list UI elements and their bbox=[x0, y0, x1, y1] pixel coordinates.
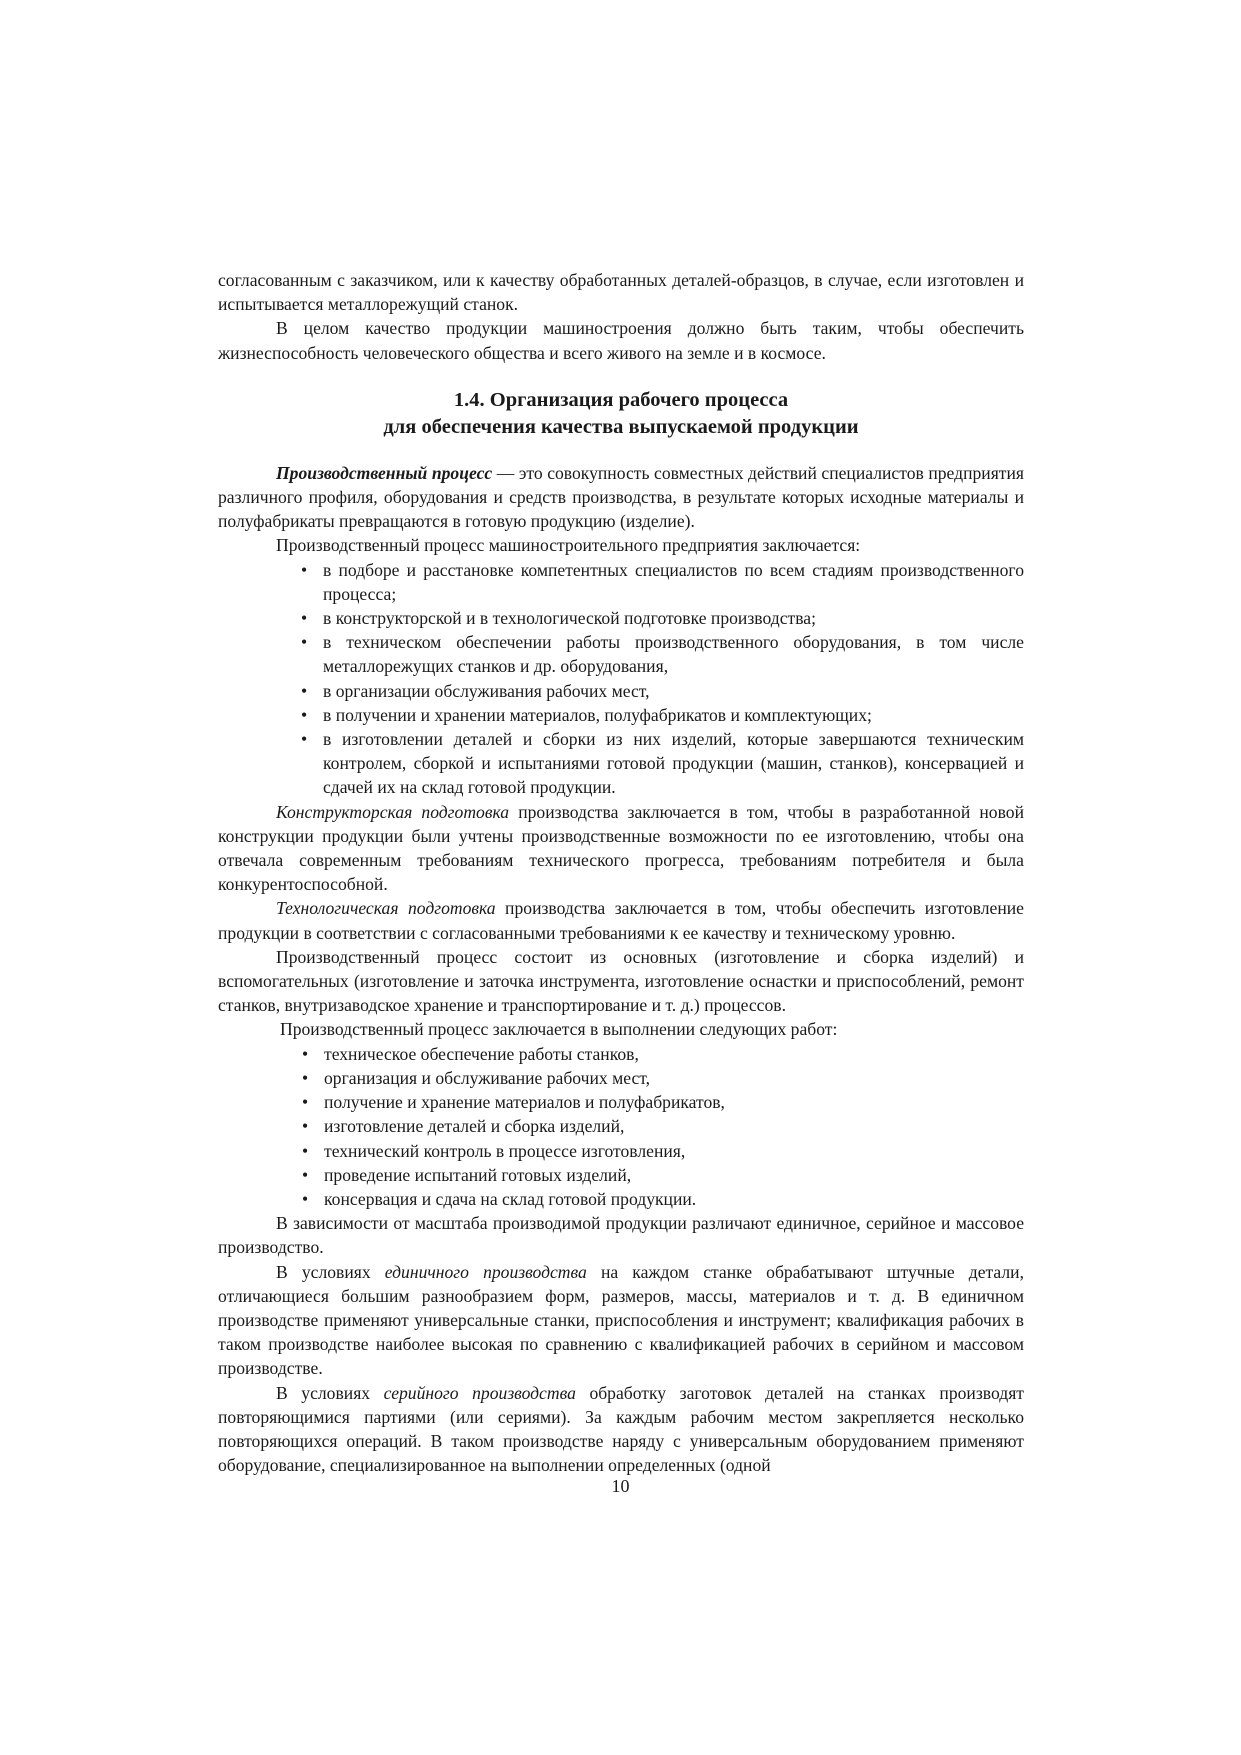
tech-paragraph bbox=[218, 896, 1024, 944]
definition-paragraph bbox=[218, 461, 1024, 534]
design-term: Конструкторская подготовка bbox=[276, 801, 510, 822]
design-text: производства заключается в том, чтобы в разработанной новой конструкции продукции были учтены производственные возможности по ее изготовлению, чтобы она отвечала современным требованиям технического прогресса, требованиям потребителя и была конкурентоспособной. bbox=[218, 801, 1025, 895]
design-paragraph bbox=[218, 800, 1024, 897]
single-term: единичного производства bbox=[384, 1261, 587, 1282]
tech-text: производства заключается в том, чтобы обеспечить изготовление продукции в соответствии с согласованными требованиями к ее качеству и техническому уровню. bbox=[218, 898, 1024, 943]
composition-paragraph: Производственный процесс состоит из основных (изготовление и сборка изделий) и вспомогательных (изготовление и заточка инструмента, изготовление оснастки и приспособлений, ремонт станков, внутризаводское хранение и транспортирование и т. д.) процессов. bbox=[218, 946, 1024, 1016]
list-item: • в конструкторской и в технологической подготовке производства; bbox=[218, 606, 1024, 630]
list1-intro: Производственный процесс машиностроительного предприятия заключается: bbox=[276, 535, 861, 556]
section-title-line-2: для обеспечения качества выпускаемой продукции bbox=[383, 415, 859, 438]
list2-intro: Производственный процесс заключается в выполнении следующих работ: bbox=[280, 1019, 838, 1040]
list-item: • организация и обслуживание рабочих мест, bbox=[218, 1066, 1024, 1090]
definition-term: Производственный процесс bbox=[276, 462, 493, 483]
list-item: • изготовление деталей и сборка изделий, bbox=[218, 1114, 1024, 1138]
list-item: • получение и хранение материалов и полуфабрикатов, bbox=[218, 1090, 1024, 1114]
works-list bbox=[218, 1042, 1024, 1211]
list-item: • техническое обеспечение работы станков, bbox=[218, 1042, 1024, 1066]
list-item: • в техническом обеспечении работы производственного оборудования, в том числе металлорежущих станков и др. оборудования, bbox=[218, 630, 1024, 678]
intro-paragraph-1: согласованным с заказчиком, или к качеству обработанных деталей-образцов, в случае, если изготовлен и испытывается металлорежущий станок. bbox=[218, 270, 1024, 315]
list-item: • в организации обслуживания рабочих мест, bbox=[218, 679, 1024, 703]
page-number: 10 bbox=[611, 1476, 630, 1496]
list-item: • консервация и сдача на склад готовой продукции. bbox=[218, 1187, 1024, 1211]
serial-text: обработку заготовок деталей на станках производят повторяющимися партиями (или сериями). За каждым рабочим местом закрепляется несколько повторяющихся операций. В таком производстве наряду с универсальным оборудованием применяют оборудование, специализированное на выполнении определенных (одной bbox=[218, 1382, 1024, 1476]
single-production-paragraph bbox=[218, 1260, 1024, 1381]
intro-paragraph-2: В целом качество продукции машиностроения должно быть таким, чтобы обеспечить жизнеспособность человеческого общества и всего живого на земле и в космосе. bbox=[218, 318, 1024, 363]
list-item: • в подборе и расстановке компетентных специалистов по всем стадиям производственного процесса; bbox=[218, 558, 1024, 606]
section-heading bbox=[218, 387, 1024, 441]
list-item: • технический контроль в процессе изготовления, bbox=[218, 1139, 1024, 1163]
process-list bbox=[218, 558, 1024, 800]
serial-production-paragraph bbox=[218, 1381, 1024, 1478]
serial-pre: В условиях bbox=[276, 1382, 384, 1403]
single-text: на каждом станке обрабатывают штучные детали, отличающиеся большим разнообразием форм, размеров, массы, материалов и т. д. В единичном производстве применяют универсальные станки, приспособления и инструмент; квалификация рабочих в таком производстве наиболее высокая по сравнению с квалификацией рабочих в серийном и массовом производстве. bbox=[218, 1261, 1024, 1379]
definition-text: — это совокупность совместных действий специалистов предприятия различного профиля, оборудования и средств производства, в результате которых исходные материалы и полуфабрикаты превращаются в готовую продукцию (изделие). bbox=[218, 462, 1024, 532]
list-item: • проведение испытаний готовых изделий, bbox=[218, 1163, 1024, 1187]
list-item: • в получении и хранении материалов, полуфабрикатов и комплектующих; bbox=[218, 703, 1024, 727]
page-body bbox=[218, 268, 1024, 1477]
single-pre: В условиях bbox=[276, 1261, 385, 1282]
scale-paragraph: В зависимости от масштаба производимой продукции различают единичное, серийное и массовое производство. bbox=[218, 1213, 1024, 1258]
tech-term: Технологическая подготовка bbox=[276, 898, 496, 919]
list-item: • в изготовлении деталей и сборки из них изделий, которые завершаются техническим контролем, сборкой и испытаниями готовой продукции (машин, станков), консервацией и сдачей их на склад готовой продукции. bbox=[218, 727, 1024, 800]
serial-term: серийного производства bbox=[383, 1382, 576, 1403]
section-title-line-1: 1.4. Организация рабочего процесса bbox=[453, 388, 789, 411]
